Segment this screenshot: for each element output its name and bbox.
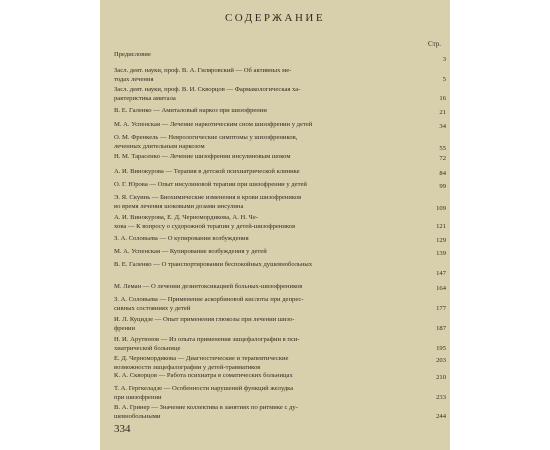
toc-entry: К. А. Скворцов — Работа психиатра в соматических больницах (114, 372, 293, 379)
toc-page-number: 84 (439, 170, 446, 177)
toc-page-number: 5 (442, 76, 446, 83)
toc-page-number: 203 (436, 357, 446, 364)
page-column-label: Стр. (428, 40, 441, 48)
toc-entry: З. А. Соловьева — Применение аскорбиновой кислоты при депрес- сивных состояниях у детей (114, 296, 304, 312)
toc-entry: Засл. деят. науки, проф. В. А. Гиляровский — Об активных ме- тодах лечения (114, 67, 292, 83)
toc-entry: А. И. Винокурова — Терапия в детской психиатрической клинике (114, 168, 300, 175)
toc-entry: Т. А. Гергкеладзе — Особенности нарушений функций желудка при шизофрении (114, 385, 294, 401)
toc-entry: В. Е. Галенко — О транспортировании беспокойных душевнобольных (114, 261, 313, 268)
book-page (100, 0, 450, 450)
toc-entry: В. Е. Галенко — Амиталовый наркоз при шизофрении (114, 107, 267, 114)
toc-entry: О. М. Френкель — Неврологические симптомы у шизофреников, леченных длительным наркозом (114, 134, 298, 150)
toc-entry: Н. И. Арутюнов — Из опыта применения эшцефалографии в пси- хиатрической больнице (114, 336, 300, 352)
toc-page-number: 210 (436, 374, 446, 381)
toc-page-number: 16 (439, 95, 446, 102)
toc-page-number: 195 (436, 345, 446, 352)
toc-page-number: 21 (439, 109, 446, 116)
toc-page-number: 129 (436, 237, 446, 244)
toc-entry: М. А. Успенская — Лечение наркотическим сном шизофрении у детей (114, 121, 313, 128)
toc-page-number: 177 (436, 305, 446, 312)
toc-entry: Засл. деят. науки, проф. В. И. Скворцов — Фармакологическая ха- рактеристика амитала (114, 86, 301, 102)
toc-entry: М. А. Успенская — Купирование возбуждения у детей (114, 248, 267, 255)
toc-page-number: 164 (436, 285, 446, 292)
toc-entry: И. Л. Куцидзе — Опыт применения глюкозы при лечении шизо- френии (114, 316, 295, 332)
toc-page-number: 34 (439, 123, 446, 130)
toc-page-number: 244 (436, 413, 446, 420)
toc-entry: В. А. Гринер — Значение коллектива в занятиях по ритмике с ду- шевнобольными (114, 404, 298, 420)
toc-page-number: 3 (442, 56, 446, 63)
toc-entry: Н. М. Тарасенко — Лечение шизофрении инсулиновым шоком (114, 153, 291, 160)
toc-entry: Е. Д. Черноморд​икова — Диагностические и терапевтические возможности эшцефалографии у детей-травматиков (114, 355, 289, 371)
toc-page-number: 139 (436, 250, 446, 257)
toc-page-number: 187 (436, 325, 446, 332)
toc-entry: О. Г. Юрова — Опыт инсулиновой терапии при шизофрении у детей (114, 181, 307, 188)
toc-page-number: 55 (439, 145, 446, 152)
toc-entry: З. А. Соловьева — О купировании возбуждения (114, 235, 249, 242)
toc-entry: А. И. Винокурова, Е. Д. Черноморд​икова, А. Н. Че- хова — К вопросу о судорожной терапии у детей-шизофреников (114, 214, 296, 230)
toc-page-number: 147 (436, 270, 446, 277)
page-title: СОДЕРЖАНИЕ (224, 12, 326, 24)
toc-page-number: 233 (436, 394, 446, 401)
page-folio: 334 (114, 423, 131, 435)
toc-page-number: 109 (436, 205, 446, 212)
toc-entry: Э. Я. Скуинь — Биохимические изменения в крови шизофреников во время лечения шоковыми дозами инсулина (114, 194, 302, 210)
toc-page-number: 99 (439, 183, 446, 190)
toc-page-number: 121 (436, 223, 446, 230)
toc-entry: Предисловие (114, 51, 151, 58)
toc-page-number: 72 (439, 155, 446, 162)
toc-entry: М. Леман — О лечении дезинтоксикацией больных-шизофреников (114, 283, 303, 290)
